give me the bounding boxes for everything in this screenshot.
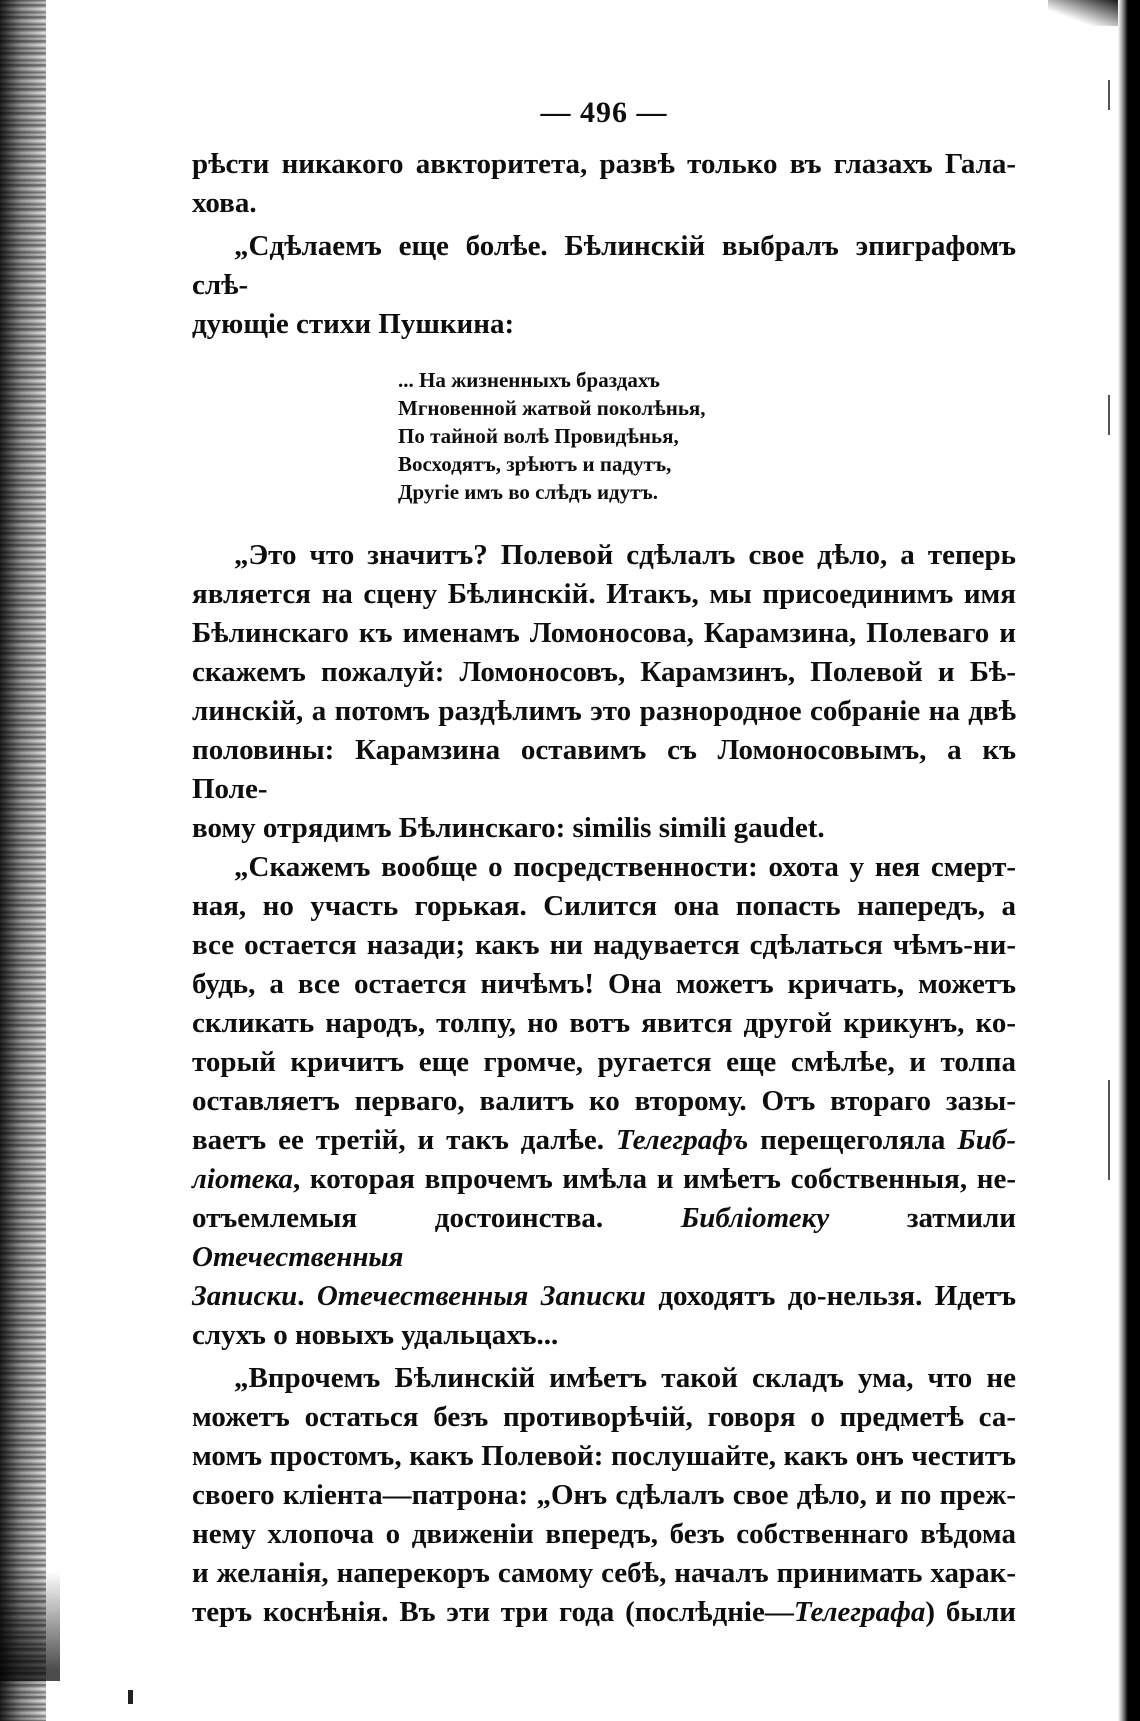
text-line: ная, но участь горькая. Силится она попасть напередъ, а: [192, 890, 1016, 922]
text-run: , которая впрочемъ имѣла и имѣетъ собственныя, не-: [292, 1163, 1016, 1195]
text-line: является на сцену Бѣлинскій. Итакъ, мы присоединимъ имя: [192, 578, 1016, 610]
text-line: „Сдѣлаемъ еще болѣе. Бѣлинскій выбралъ эпиграфомъ слѣ-: [192, 230, 1016, 301]
text-line: все остается назади; какъ ни надувается сдѣлаться чѣмъ-ни-: [192, 929, 1016, 961]
text-line: торый кричитъ еще громче, ругается еще смѣлѣе, и толпа: [192, 1046, 1016, 1078]
italic-run: Биб-: [957, 1124, 1016, 1156]
text-line: рѣсти никакого авкторитета, развѣ только въ глазахъ Гала-: [192, 148, 1016, 180]
paragraph: [192, 848, 1016, 1355]
text-line: „Скажемъ вообще о посредственности: охота у нея смерт-: [234, 851, 1016, 883]
text-line: скликать народъ, толпу, но вотъ явится другой крикунъ, ко-: [192, 1007, 1016, 1039]
scan-mark: [1108, 395, 1110, 435]
text-line: [192, 1121, 1016, 1160]
paragraph: [192, 145, 1016, 223]
text-line: дующіе стихи Пушкина:: [192, 308, 515, 340]
verse-line: Восходятъ, зрѣютъ и падутъ,: [398, 452, 672, 476]
text-line: можетъ остаться безъ противорѣчій, говоря о предметѣ са-: [192, 1401, 1016, 1433]
text-line: [192, 1160, 1016, 1199]
italic-run: Записки: [192, 1280, 298, 1312]
text-line: [192, 1199, 1016, 1277]
text-line: [192, 1593, 1016, 1632]
text-run: перещеголяла: [748, 1124, 958, 1156]
text-line: вому отрядимъ Бѣлинскаго: similis simili gaudet.: [192, 812, 825, 844]
text-run: ) были: [925, 1596, 1017, 1628]
text-line: [192, 1277, 1016, 1316]
scan-mark: [1108, 80, 1110, 110]
italic-run: Библіотеку: [680, 1202, 830, 1234]
text-line: будь, а все остается ничѣмъ! Она можетъ кричать, можетъ: [192, 968, 1016, 1000]
text-line: „Впрочемъ Бѣлинскій имѣетъ такой складъ ума, что не: [234, 1362, 1016, 1394]
text-line: нему хлопоча о движеніи впередъ, безъ собственнаго вѣдома: [192, 1518, 1016, 1550]
italic-run: ліотека: [192, 1163, 293, 1195]
text-line: Бѣлинскаго къ именамъ Ломоносова, Карамзина, Полеваго и: [192, 617, 1016, 649]
text-line: скажемъ пожалуй: Ломоносовъ, Карамзинъ, Полевой и Бѣ-: [192, 656, 1016, 688]
text-run: отъемлемыя достоинства.: [192, 1202, 681, 1234]
verse-line: Другіе имъ во слѣдъ идутъ.: [398, 480, 658, 504]
scan-mark: [1108, 1080, 1110, 1180]
paragraph: [192, 536, 1016, 848]
text-run: ваетъ ее третій, и такъ далѣе.: [192, 1124, 616, 1156]
italic-run: Телеграфа: [793, 1596, 926, 1628]
text-run: .: [297, 1280, 317, 1312]
italic-run: Отечественныя Записки: [316, 1280, 646, 1312]
text-line: и желанія, наперекоръ самому себѣ, началъ принимать харак-: [192, 1557, 1016, 1589]
paragraph: [192, 1359, 1016, 1632]
text-line: момъ простомъ, какъ Полевой: послушайте, какъ онъ честитъ: [192, 1440, 1016, 1472]
text-run: теръ коснѣнія. Въ эти три года (послѣдніе—: [192, 1596, 794, 1628]
verse-line: Мгновенной жатвой поколѣнья,: [398, 396, 706, 420]
text-run: доходятъ до-нельзя. Идетъ: [645, 1280, 1016, 1312]
scan-edge-top-right: [1048, 0, 1118, 26]
paragraph: [192, 227, 1016, 344]
text-line: линскій, а потомъ раздѣлимъ это разнородное собраніе на двѣ: [192, 695, 1016, 727]
italic-run: Телеграфъ: [615, 1124, 749, 1156]
page-number: — 496 —: [540, 96, 668, 129]
scan-mark: [128, 1690, 133, 1704]
verse-line: По тайной волѣ Провидѣнья,: [398, 424, 679, 448]
italic-run: Отечественныя: [192, 1241, 404, 1273]
scan-edge-right: [1118, 0, 1140, 1721]
epigraph-verse: [398, 366, 1016, 506]
scan-edge-left: [0, 0, 46, 1721]
text-run: затмили: [829, 1202, 1016, 1234]
text-line: своего кліента—патрона: „Онъ сдѣлалъ свое дѣло, и по преж-: [192, 1479, 1016, 1511]
scan-edge-bottom-left: [0, 1571, 60, 1681]
text-line: половины: Карамзина оставимъ съ Ломоносовымъ, а къ Поле-: [192, 734, 1016, 805]
verse-line: ... На жизненныхъ браздахъ: [398, 368, 660, 392]
document-page: [192, 95, 1016, 1632]
text-line: слухъ о новыхъ удальцахъ...: [192, 1319, 559, 1351]
text-line: оставляетъ перваго, валитъ ко второму. Отъ втораго зазы-: [192, 1085, 1016, 1117]
text-line: хова.: [192, 187, 257, 219]
text-line: „Это что значитъ? Полевой сдѣлалъ свое дѣло, а теперь: [234, 539, 1016, 571]
